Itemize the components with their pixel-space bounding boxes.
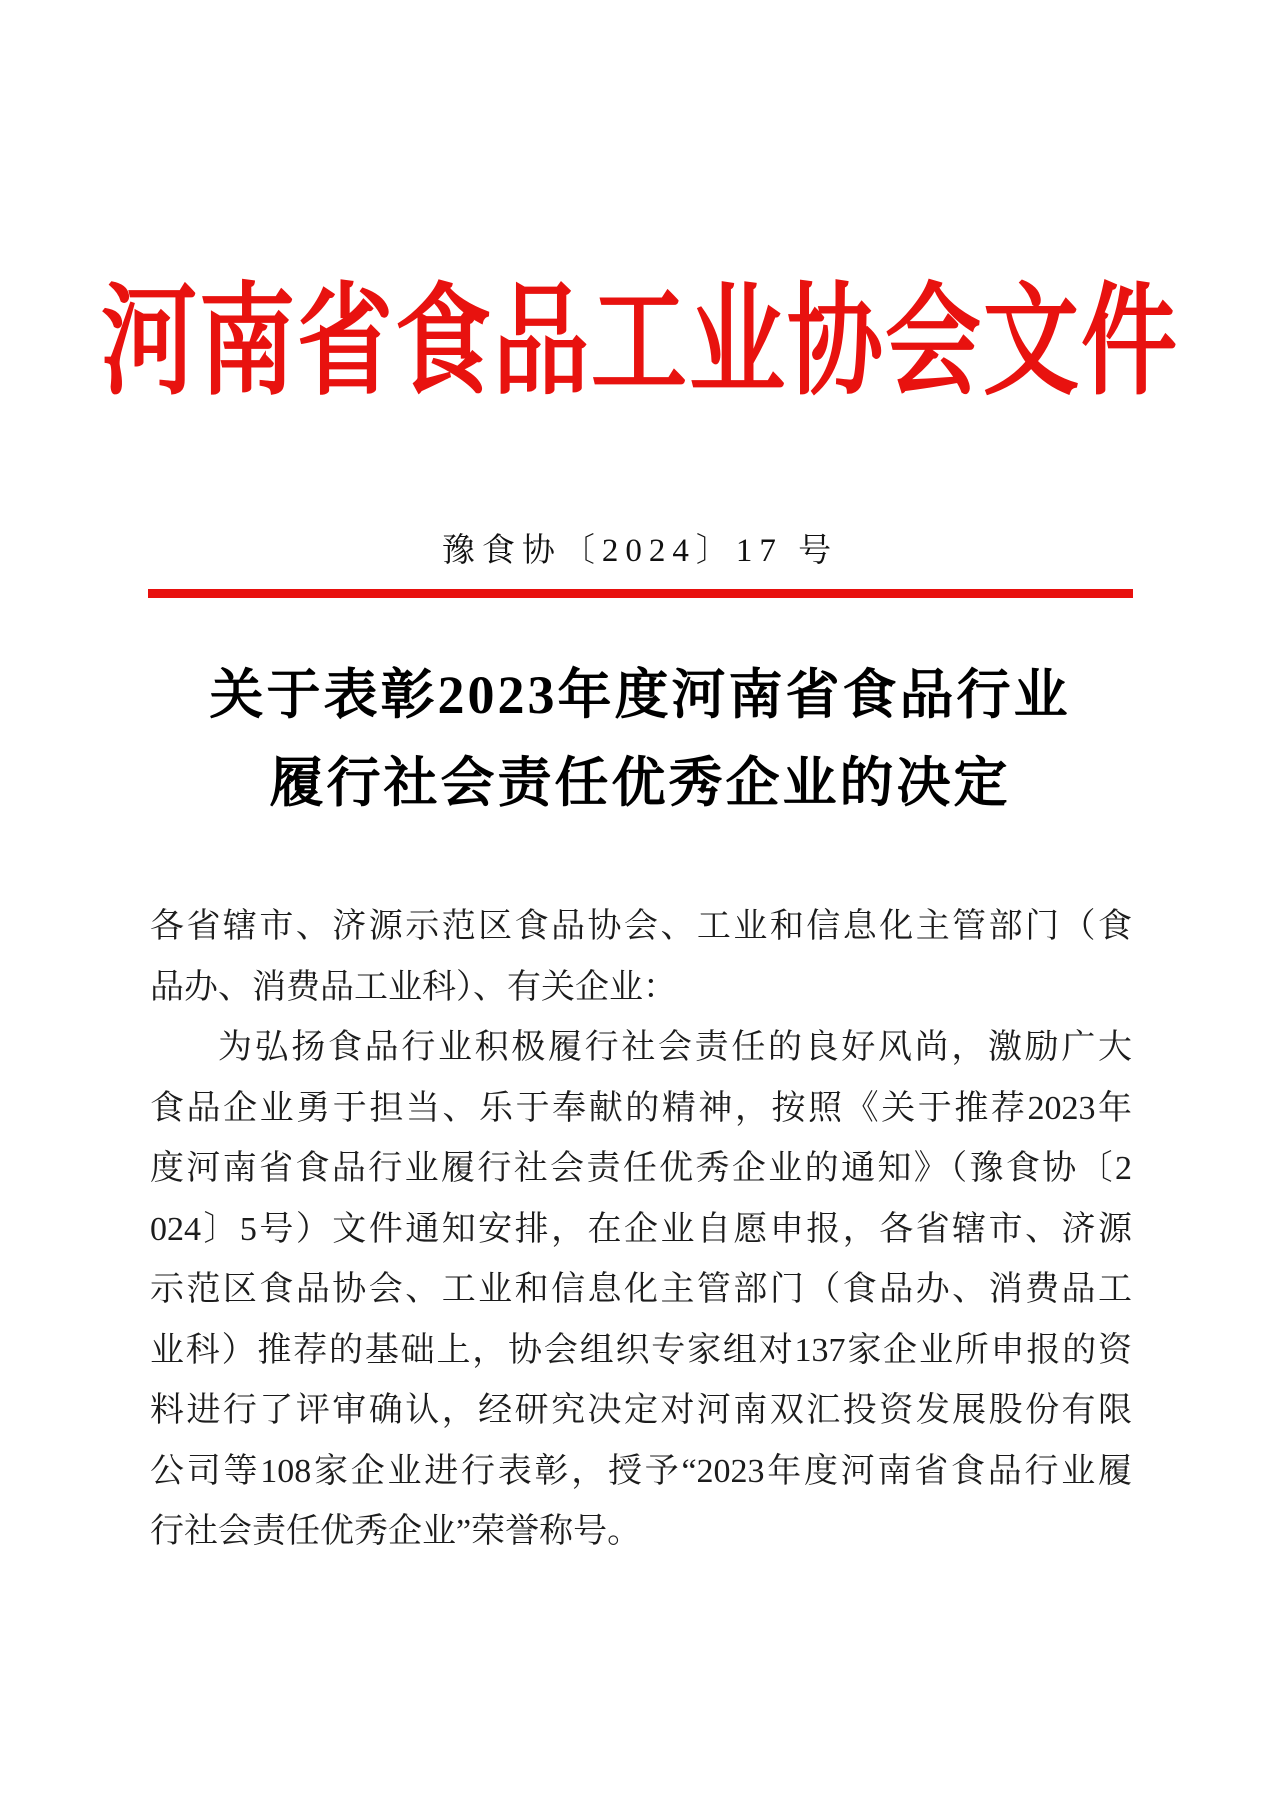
body-line: 行社会责任优秀企业”荣誉称号。 [150,1513,642,1550]
document-number: 豫食协〔2024〕17 号 [441,533,839,569]
body-line: 各省辖市、济源示范区食品协会、工业和信息化主管部门（食 [150,908,1132,945]
letterhead-title: 河南省食品工业协会文件 [101,274,1179,410]
document-title [0,651,1280,827]
body-line: 食品企业勇于担当、乐于奉献的精神，按照《关于推荐2023年 [150,1089,1132,1127]
document-title-line-1: 关于表彰2023年度河南省食品行业 [209,665,1071,725]
body-line: 为弘扬食品行业积极履行社会责任的良好风尚，激励广大 [218,1029,1132,1066]
body-line: 公司等108家企业进行表彰，授予“2023年度河南省食品行业履 [150,1452,1132,1490]
red-divider-line [148,589,1133,598]
body-line: 料进行了评审确认，经研究决定对河南双汇投资发展股份有限 [150,1392,1132,1429]
body-line: 度河南省食品行业履行社会责任优秀企业的通知》（豫食协〔2 [150,1150,1132,1187]
body-line: 业科）推荐的基础上，协会组织专家组对137家企业所申报的资 [150,1331,1132,1369]
document-title-line-2: 履行社会责任优秀企业的决定 [269,753,1011,813]
body-line: 示范区食品协会、工业和信息化主管部门（食品办、消费品工 [150,1271,1132,1308]
body-line: 品办、消费品工业科）、有关企业： [150,968,677,1006]
body-line: 024〕5号）文件通知安排，在企业自愿申报，各省辖市、济源 [150,1210,1132,1248]
document-body [150,897,1132,1563]
